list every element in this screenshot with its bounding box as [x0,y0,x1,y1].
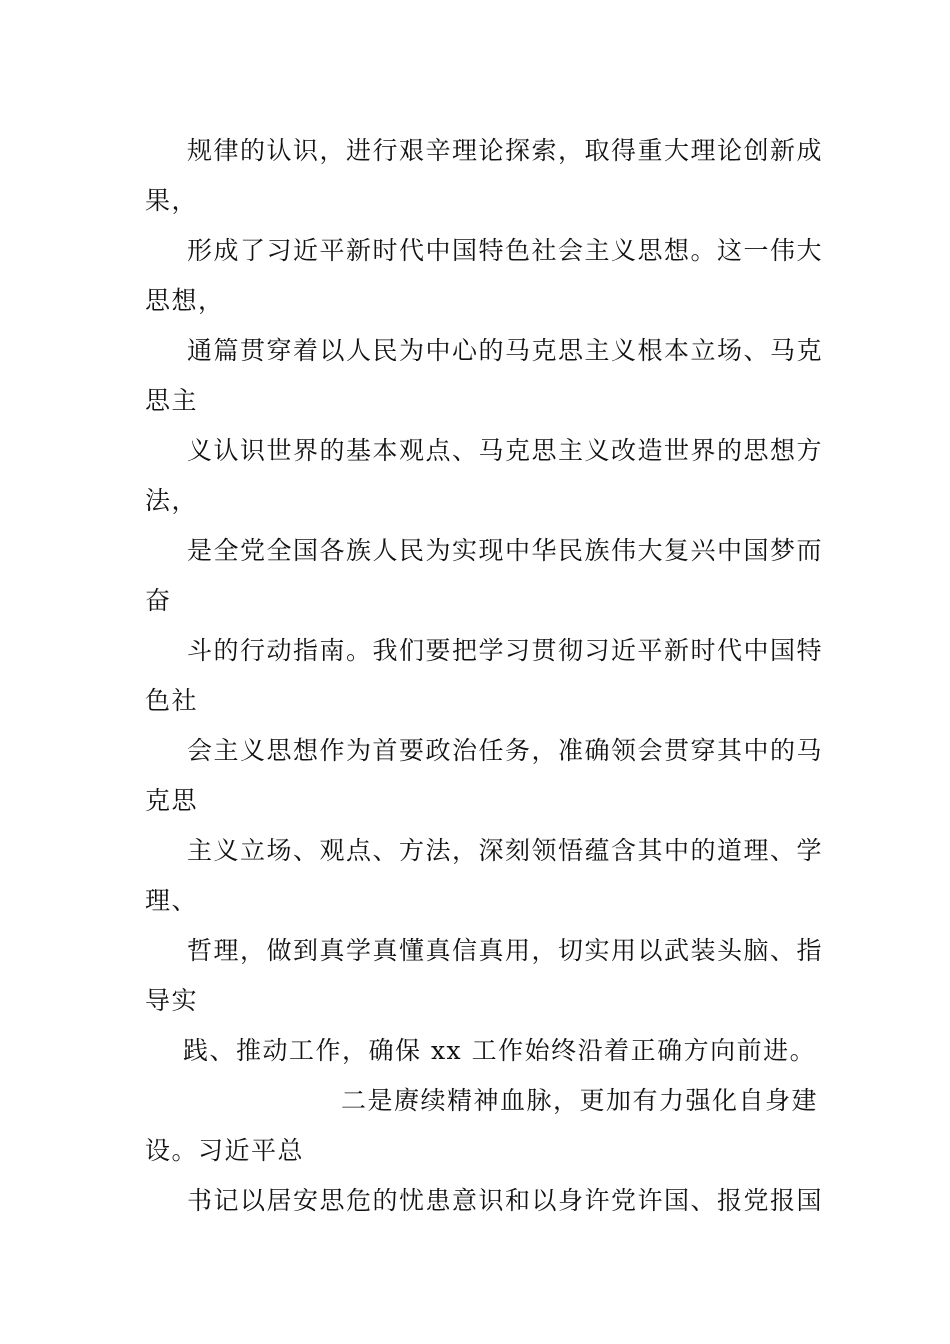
body-text-line: 导实 [145,986,199,1015]
body-text-line: 克思 [145,786,199,815]
section-heading-line: 二是赓续精神血脉，更加有力强化自身建 [341,1086,819,1115]
body-text-line: 是全党全国各族人民为实现中华民族伟大复兴中国梦而 [187,536,824,565]
body-text-line: 主义立场、观点、方法，深刻领悟蕴含其中的道理、学 [187,836,824,865]
body-text-line: 思想， [145,286,225,315]
body-text-line: 书记以居安思危的忧患意识和以身许党许国、报党报国 [187,1186,824,1215]
body-text-line: 斗的行动指南。我们要把学习贯彻习近平新时代中国特 [187,636,824,665]
body-text-line: 会主义思想作为首要政治任务，准确领会贯穿其中的马 [187,736,824,765]
body-text-line: 设。习近平总 [145,1136,305,1165]
body-text-line: 奋 [145,586,172,615]
body-text-line: 果， [145,186,199,215]
body-text-line: 色社 [145,686,199,715]
body-text-line: 思主 [145,386,199,415]
body-text-line: 践、推动工作，确保 xx 工作始终沿着正确方向前进。 [183,1036,817,1065]
body-text-line: 理、 [145,886,199,915]
body-text-line: 义认识世界的基本观点、马克思主义改造世界的思想方 [187,436,824,465]
body-text-line: 规律的认识，进行艰辛理论探索，取得重大理论创新成 [187,136,824,165]
body-text-line: 法， [145,486,199,515]
body-text-line: 形成了习近平新时代中国特色社会主义思想。这一伟大 [187,236,824,265]
body-text-line: 通篇贯穿着以人民为中心的马克思主义根本立场、马克 [187,336,824,365]
body-text-line: 哲理，做到真学真懂真信真用，切实用以武装头脑、指 [187,936,824,965]
